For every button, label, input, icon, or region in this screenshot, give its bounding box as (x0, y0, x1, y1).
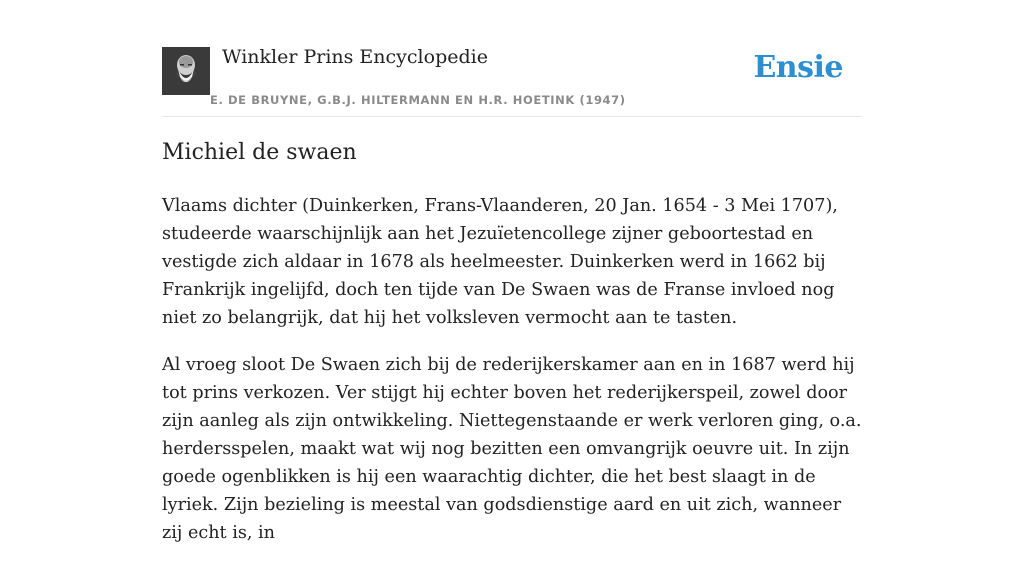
entry-paragraph: Vlaams dichter (Duinkerken, Frans-Vlaanderen, 20 Jan. 1654 - 3 Mei 1707), studeerde waarschijnlijk aan het Jezuïetencollege zijner geboortestad en vestigde zich aldaar in 1678 als heelmeester. Duinkerken werd in 1662 bij Frankrijk ingelijfd, doch ten tijde van De Swaen was de Franse invloed nog niet zo belangrijk, dat hij het volksleven vermocht aan te tasten. (162, 196, 838, 328)
entry-title: Michiel de swaen (162, 140, 357, 165)
entry-body (162, 192, 862, 566)
entry-paragraph: Al vroeg sloot De Swaen zich bij de rederijkerskamer aan en in 1687 werd hij tot prins verkozen. Ver stijgt hij echter boven het rederijkerspeil, zowel door zijn aanleg als zijn ontwikkeling. Niettegenstaande er werk verloren ging, o.a. herdersspelen, maakt wat wij nog bezitten een omvangrijk oeuvre uit. In zijn goede ogenblikken is hij een waarachtig dichter, die het best slaagt in de lyriek. Zijn bezieling is meestal van godsdienstige aard en uit zich, wanneer zij echt is, in (162, 355, 862, 543)
author-portrait-avatar[interactable] (162, 47, 210, 95)
publication-authors: E. DE BRUYNE, G.B.J. HILTERMANN EN H.R. HOETINK (1947) (210, 93, 626, 107)
ensie-logo-link[interactable]: Ensie (753, 50, 843, 85)
portrait-icon (162, 47, 210, 95)
content-container (162, 0, 862, 543)
publication-title[interactable]: Winkler Prins Encyclopedie (222, 46, 488, 68)
publication-header (162, 0, 862, 117)
